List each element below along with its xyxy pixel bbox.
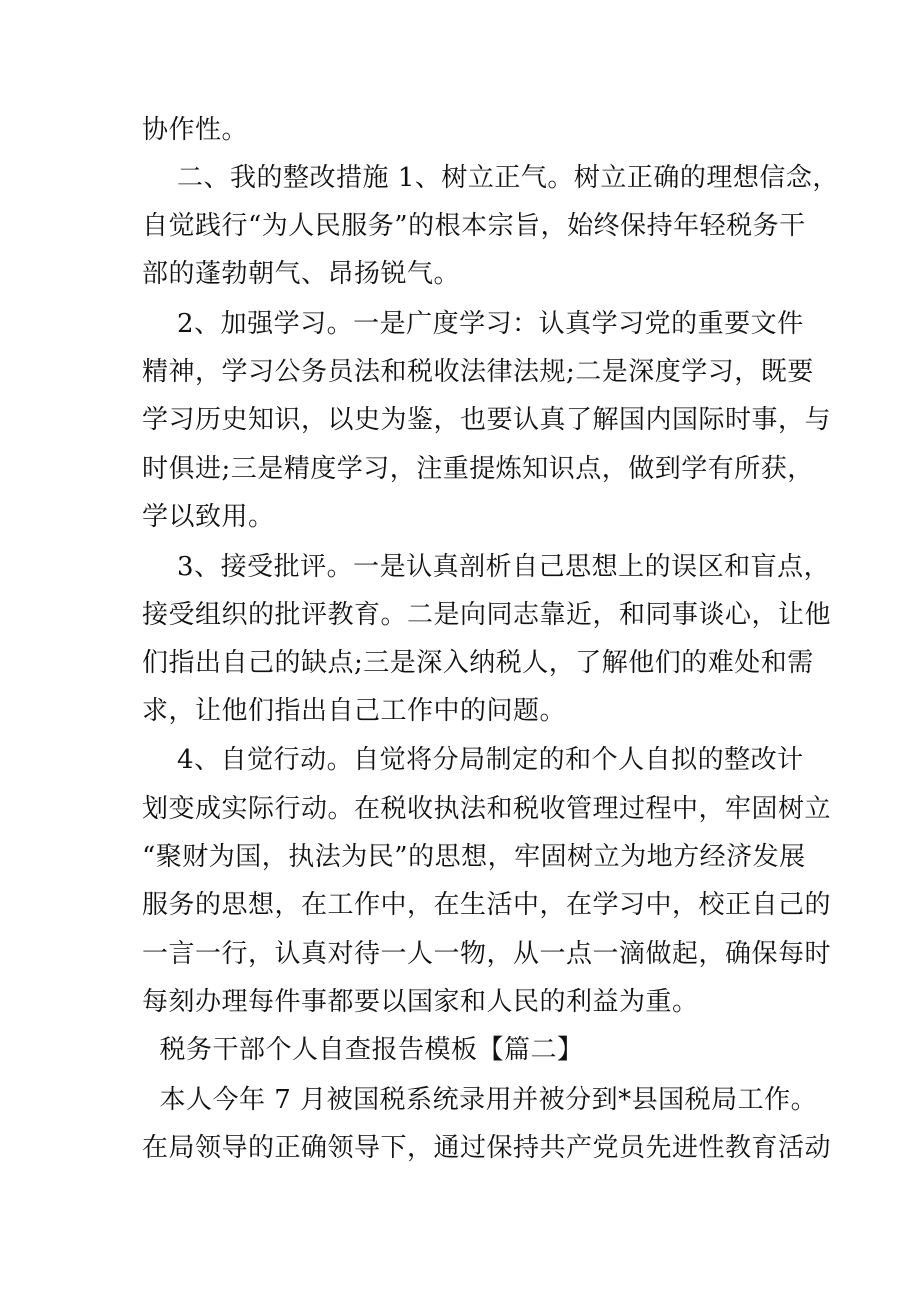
text-line: 每刻办理每件事都要以国家和人民的利益为重。 xyxy=(142,987,699,1017)
text-line: 求，让他们指出自己工作中的问题。 xyxy=(142,696,567,726)
text-line: 自觉践行“为人民服务”的根本宗旨，始终保持年轻税务干 xyxy=(142,211,806,241)
text-line: 服务的思想，在工作中，在生活中，在学习中，校正自己的 xyxy=(142,890,832,920)
text-line: 时俱进;三是精度学习，注重提炼知识点，做到学有所获， xyxy=(142,454,814,484)
text-line: “聚财为国，执法为民”的思想，牢固树立为地方经济发展 xyxy=(142,842,806,872)
text-line: 学习历史知识，以史为鉴，也要认真了解国内国际时事，与 xyxy=(142,405,832,435)
text-line: 2、加强学习。一是广度学习：认真学习党的重要文件 xyxy=(142,309,804,339)
text-line: 接受组织的批评教育。二是向同志靠近，和同事谈心，让他 xyxy=(142,600,832,630)
text-line: 本人今年 7 月被国税系统录用并被分到*县国税局工作。 xyxy=(142,1085,818,1115)
text-line: 精神，学习公务员法和税收法律法规;二是深度学习，既要 xyxy=(142,357,814,387)
text-line: 协作性。 xyxy=(142,115,249,145)
section-heading: 税务干部个人自查报告模板【篇二】 xyxy=(142,1035,584,1065)
text-line: 4、自觉行动。自觉将分局制定的和个人自拟的整改计 xyxy=(142,745,804,775)
text-line: 部的蓬勃朝气、昂扬锐气。 xyxy=(142,259,461,289)
text-line: 一言一行，认真对待一人一物，从一点一滴做起，确保每时 xyxy=(142,939,832,969)
text-line: 划变成实际行动。在税收执法和税收管理过程中，牢固树立 xyxy=(142,794,832,824)
text-line: 3、接受批评。一是认真剖析自己思想上的误区和盲点， xyxy=(142,552,831,582)
text-line: 学以致用。 xyxy=(142,502,275,532)
text-line: 们指出自己的缺点;三是深入纳税人，了解他们的难处和需 xyxy=(142,648,814,678)
text-line: 二、我的整改措施 1、树立正气。树立正确的理想信念， xyxy=(142,163,839,193)
text-line: 在局领导的正确领导下，通过保持共产党员先进性教育活动 xyxy=(142,1133,832,1163)
